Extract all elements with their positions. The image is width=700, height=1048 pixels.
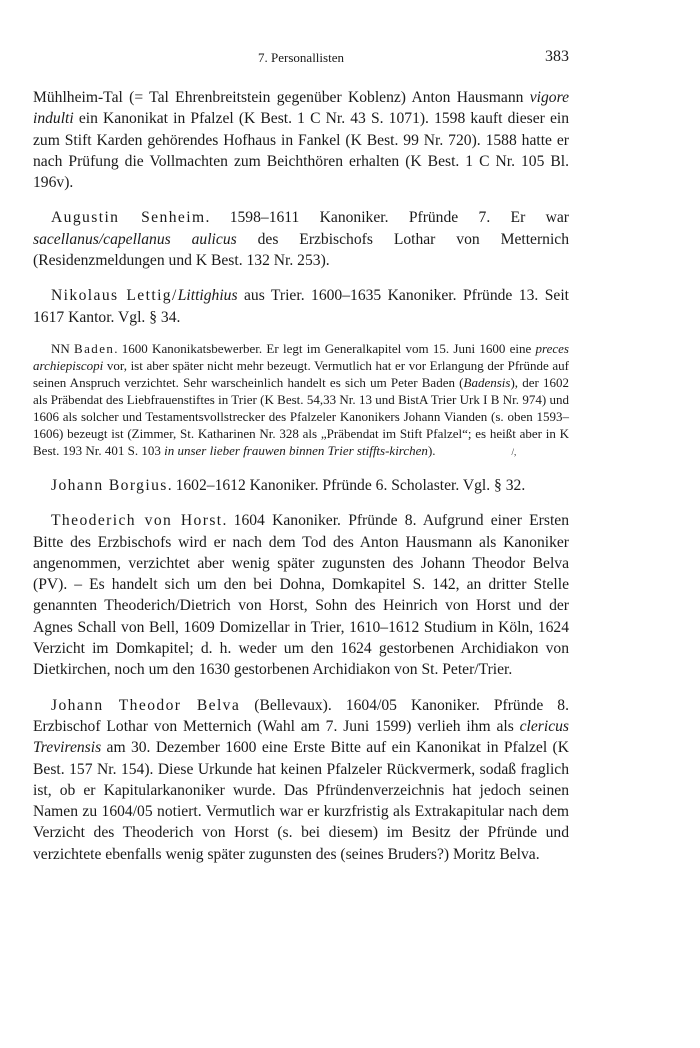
paragraph-continuation: Mühlheim-Tal (= Tal Ehrenbreitstein gegenüber Koblenz) Anton Hausmann vigore indulti ein Kanonikat in Pfalzel (K Best. 1 C Nr. 43 S. 1071). 1598 kauft dieser ein zum Stift Karden gehörendes Hofhaus in Fankel (K Best. 99 Nr. 720). 1588 hatte er nach Prüfung die Vollmachten zum Beichthören erhalten (K Best. 1 C Nr. 105 Bl. 196v). (33, 89, 569, 192)
entry-johann-borgius: Johann Borgius. 1602–1612 Kanoniker. Pfründe 6. Scholaster. Vgl. § 32. (51, 476, 526, 494)
entry-johann-theodor-belva: Johann Theodor Belva (Bellevaux). 1604/05 Kanoniker. Pfründe 8. Erzbischof Lothar von Metternich (Wahl am 7. Juni 1599) verlieh ihm als clericus Trevirensis am 30. Dezember 1600 eine Erste Bitte auf ein Kanonikat in Pfalzel (K Best. 157 Nr. 154). Diese Urkunde hat keinen Pfalzeler Rückvermerk, sodaß fraglich ist, ob er Kapitularkanoniker wurde. Das Pfründenverzeichnis hat jedoch seinen Namen zu 1604/05 notiert. Vermutlich war er kurzfristig als Extrakapitular nach dem Verzicht des Theoderich von Horst (s. bei diesem) im Besitz der Pfründe und verzichtete ebenfalls wenig später zugunsten des (seines Bruders?) Moritz Belva. (33, 696, 569, 863)
stray-mark: /, (511, 446, 517, 457)
page-number: 383 (545, 48, 569, 65)
entry-nikolaus-lettig: Nikolaus Lettig/Littighius aus Trier. 1600–1635 Kanoniker. Pfründe 13. Seit 1617 Kantor. Vgl. § 34. (33, 287, 569, 326)
person-name: Baden (74, 340, 115, 356)
entry-augustin-senheim: Augustin Senheim. 1598–1611 Kanoniker. Pfründe 7. Er war sacellanus/capellanus aulicus des Erzbischofs Lothar von Metternich (Residenzmeldungen und K Best. 132 Nr. 253). (33, 209, 570, 270)
person-name: Nikolaus Lettig/ (51, 287, 178, 305)
person-name: Theoderich von Horst (51, 512, 223, 530)
entry-nn-baden: NN Baden. 1600 Kanonikatsbewerber. Er legt im Generalkapitel vom 15. Juni 1600 eine preces archiepiscopi vor, ist aber später nicht mehr bezeugt. Vermutlich hat er vor Erlangung der Pfründe auf seinen Anspruch verzichtet. Sehr warscheinlich handelt es sich um Peter Baden (Badensis), der 1602 als Präbendat des Liebfrauenstiftes in Trier (K Best. 54,33 Nr. 13 und BistA Trier Urk I B Nr. 974) und 1606 als solcher und Testamentsvollstrecker des Pfalzeler Kanonikers Johann Vianden (s. oben 1593–1606) bezeugt ist (Zimmer, St. Katharinen Nr. 328 als „Präbendat im Stift Pfalzel“; es heißt aber in K Best. 193 Nr. 401 S. 103 in unser lieber frauwen binnen Trier stiffts-kirchen). /, (33, 340, 569, 461)
person-name: Augustin Senheim (51, 209, 206, 227)
page-header (33, 50, 569, 70)
person-name: Johann Theodor Belva (51, 696, 241, 714)
running-head: 7. Personallisten (258, 50, 344, 65)
entry-theoderich-von-horst: Theoderich von Horst. 1604 Kanoniker. Pfründe 8. Aufgrund einer Ersten Bitte des Erzbischofs wird er nach dem Tod des Anton Hausmann als Kanoniker angenommen, verzichtet aber wenig später zugunsten des Johann Theodor Belva (PV). – Es handelt sich um den bei Dohna, Domkapitel S. 142, an dritter Stelle genannten Theoderich/Dietrich von Horst, Sohn des Heinrich von Horst und der Agnes Schall von Bell, 1609 Domizellar in Trier, 1610–1612 Studium in Köln, 1624 Verzicht im Domkapitel; d. h. weder um den 1624 gestorbenen Archidiakon von Dietkirchen, noch um den 1630 gestorbenen Archidiakon von St. Peter/Trier. (33, 512, 569, 679)
page-body (33, 87, 569, 865)
person-name: Johann Borgius (51, 476, 168, 494)
